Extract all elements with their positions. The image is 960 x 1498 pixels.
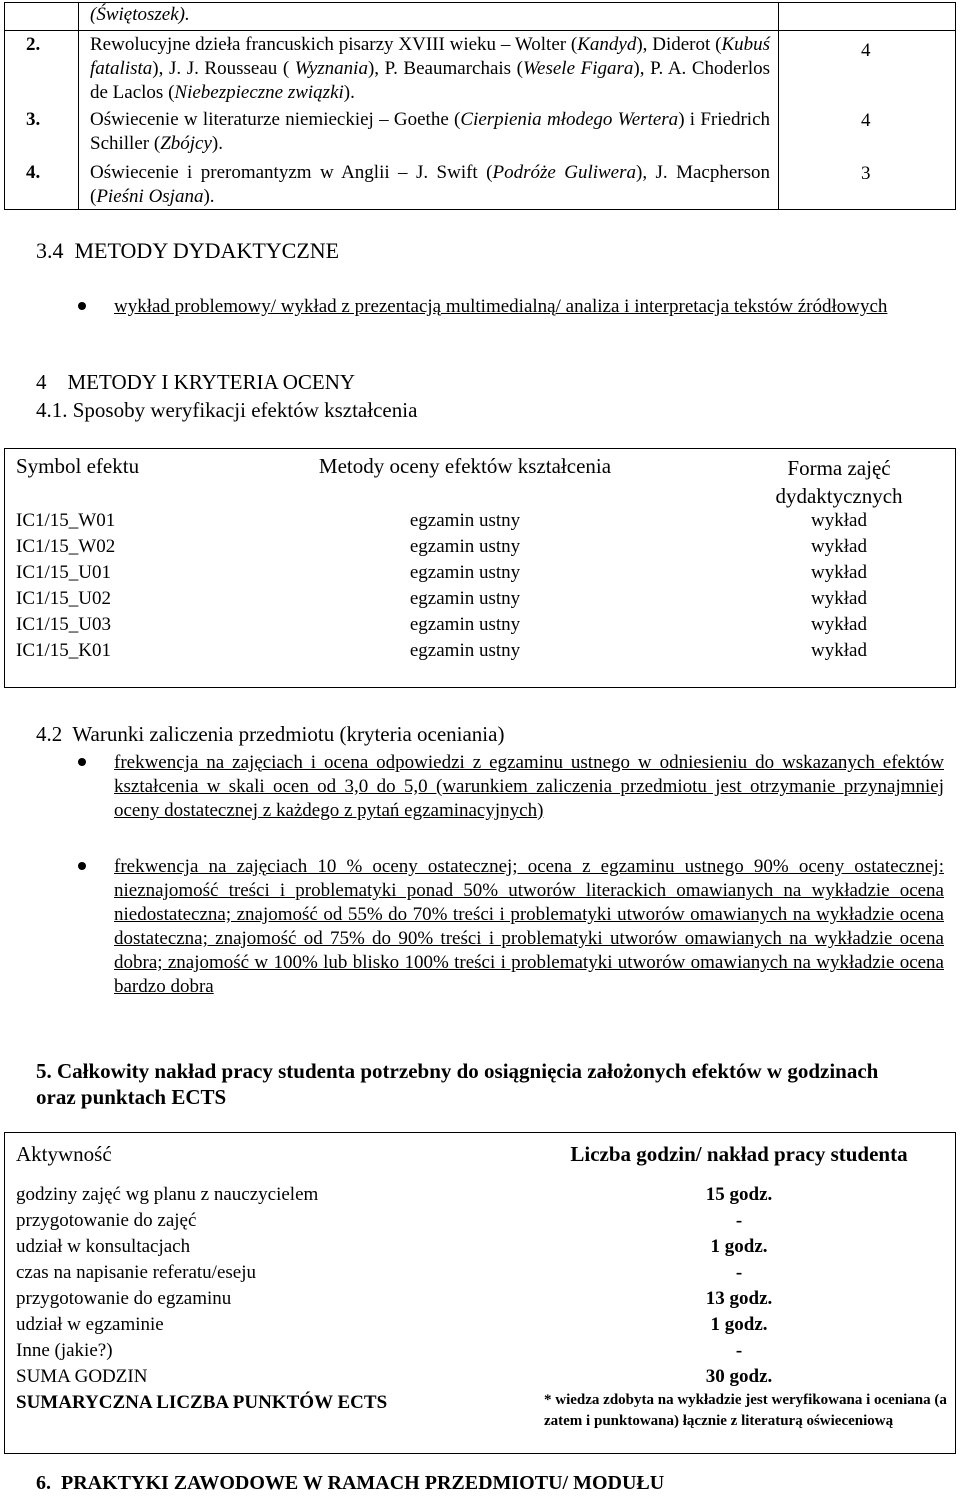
row-hours: 4	[861, 110, 871, 131]
eval-method: egzamin ustny	[409, 510, 521, 531]
eval-header-method: Metody oceny efektów kształcenia	[318, 454, 612, 478]
eval-symbol: IC1/15_W02	[16, 536, 116, 557]
section-3-4-title: 3.4 METODY DYDAKTYCZNE	[36, 238, 340, 263]
row-text: Oświecenie w literaturze niemieckiej – Goethe (Cierpienia młodego Wertera) i Friedrich Schiller (Zbójcy).	[90, 109, 771, 154]
eval-form: wykład	[811, 640, 867, 661]
eval-form: wykład	[811, 614, 867, 635]
row-hours: 4	[861, 40, 871, 61]
section-6-title: 6. PRAKTYKI ZAWODOWE W RAMACH PRZEDMIOTU/ MODUŁU	[36, 1472, 665, 1494]
row-hours: 3	[861, 163, 871, 184]
eval-header-symbol: Symbol efektu	[16, 454, 140, 478]
row-number: 3.	[26, 109, 41, 130]
section-4-2-title: 4.2 Warunki zaliczenia przedmiotu (kryteria oceniania)	[36, 722, 505, 746]
eval-symbol: IC1/15_U03	[16, 614, 111, 635]
eval-method: egzamin ustny	[409, 640, 521, 661]
workload-activity: czas na napisanie referatu/eseju	[16, 1262, 257, 1283]
row0-text: (Świętoszek).	[90, 4, 190, 25]
workload-hours: -	[735, 1210, 743, 1231]
bullet-icon	[78, 862, 86, 870]
row-number: 4.	[26, 162, 41, 183]
workload-activity: udział w egzaminie	[16, 1314, 164, 1335]
bullet-icon	[78, 758, 86, 766]
eval-method: egzamin ustny	[409, 588, 521, 609]
workload-hours: 13 godz.	[705, 1288, 773, 1309]
workload-hours: -	[735, 1340, 743, 1361]
workload-activity: SUMA GODZIN	[16, 1366, 148, 1387]
row-text: Rewolucyjne dzieła francuskich pisarzy XVIII wieku – Wolter (Kandyd), Diderot (Kubuś fatalista), J. J. Rousseau ( Wyznania), P. Beaumarchais (Wesele Figara), P. A. Choderlos de Laclos (Niebezpieczne związki).	[90, 34, 771, 103]
workload-hours: 1 godz.	[710, 1236, 768, 1257]
row-number: 2.	[26, 34, 41, 55]
eval-symbol: IC1/15_W01	[16, 510, 116, 531]
eval-header-form: Forma zajęć dydaktycznych	[775, 456, 903, 508]
workload-activity: przygotowanie do egzaminu	[16, 1288, 232, 1309]
eval-symbol: IC1/15_U02	[16, 588, 111, 609]
workload-header-activity: Aktywność	[16, 1142, 112, 1166]
workload-activity: udział w konsultacjach	[16, 1236, 191, 1257]
ects-note: * wiedza zdobyta na wykładzie jest weryfikowana i oceniana (a zatem i punktowana) łącznie z literaturą oświeceniową	[544, 1392, 947, 1429]
eval-symbol: IC1/15_U01	[16, 562, 111, 583]
criteria-bullet-2: frekwencja na zajęciach 10 % oceny ostatecznej; ocena z egzaminu ustnego 90% oceny ostatecznej: nieznajomość treści i problematyki ponad 50% utworów literackich omawianych na wykładzie ocena niedostateczna; znajomość od 55% do 70% treści i problematyki utworów omawianych na wykładzie ocena dostateczna; znajomość od 75% do 90% treści i problematyki utworów omawianych na wykładzie ocena dobra; znajomość w 100% lub blisko 100% treści i problematyki utworów omawianych na wykładzie ocena bardzo dobra	[114, 856, 944, 997]
evaluation-table	[4, 448, 956, 688]
eval-form: wykład	[811, 588, 867, 609]
ects-label: SUMARYCZNA LICZBA PUNKTÓW ECTS	[16, 1392, 388, 1413]
workload-hours: 30 godz.	[705, 1366, 773, 1387]
eval-method: egzamin ustny	[409, 614, 521, 635]
methods-bullet: wykład problemowy/ wykład z prezentacją multimedialną/ analiza i interpretacja tekstów źródłowych	[114, 296, 888, 317]
section-5-title: 5. Całkowity nakład pracy studenta potrzebny do osiągnięcia założonych efektów w godzinach oraz punktach ECTS	[36, 1059, 879, 1109]
workload-hours: 1 godz.	[710, 1314, 768, 1335]
eval-form: wykład	[811, 536, 867, 557]
eval-method: egzamin ustny	[409, 536, 521, 557]
row-text: Oświecenie i preromantyzm w Anglii – J. Swift (Podróże Guliwera), J. Macpherson (Pieśni Osjana).	[90, 162, 770, 207]
program-content-table	[4, 2, 956, 210]
workload-table	[4, 1132, 956, 1454]
eval-symbol: IC1/15_K01	[16, 640, 111, 661]
workload-activity: godziny zajęć wg planu z nauczycielem	[16, 1184, 319, 1205]
eval-method: egzamin ustny	[409, 562, 521, 583]
eval-form: wykład	[811, 562, 867, 583]
workload-hours: -	[735, 1262, 743, 1283]
workload-header-hours: Liczba godzin/ nakład pracy studenta	[570, 1142, 908, 1166]
workload-activity: Inne (jakie?)	[16, 1340, 113, 1361]
workload-activity: przygotowanie do zajęć	[16, 1210, 197, 1231]
section-4-1-title: 4.1. Sposoby weryfikacji efektów kształcenia	[36, 398, 418, 422]
section-4-title: 4 METODY I KRYTERIA OCENY	[36, 370, 356, 394]
workload-hours: 15 godz.	[705, 1184, 773, 1205]
eval-form: wykład	[811, 510, 867, 531]
criteria-bullet-1: frekwencja na zajęciach i ocena odpowiedzi z egzaminu ustnego w odniesieniu do wskazanych efektów kształcenia w skali ocen od 3,0 do 5,0 (warunkiem zaliczenia przedmiotu jest otrzymanie przynajmniej oceny dostatecznej z każdego z pytań egzaminacyjnych)	[114, 752, 944, 821]
bullet-icon	[78, 302, 86, 310]
